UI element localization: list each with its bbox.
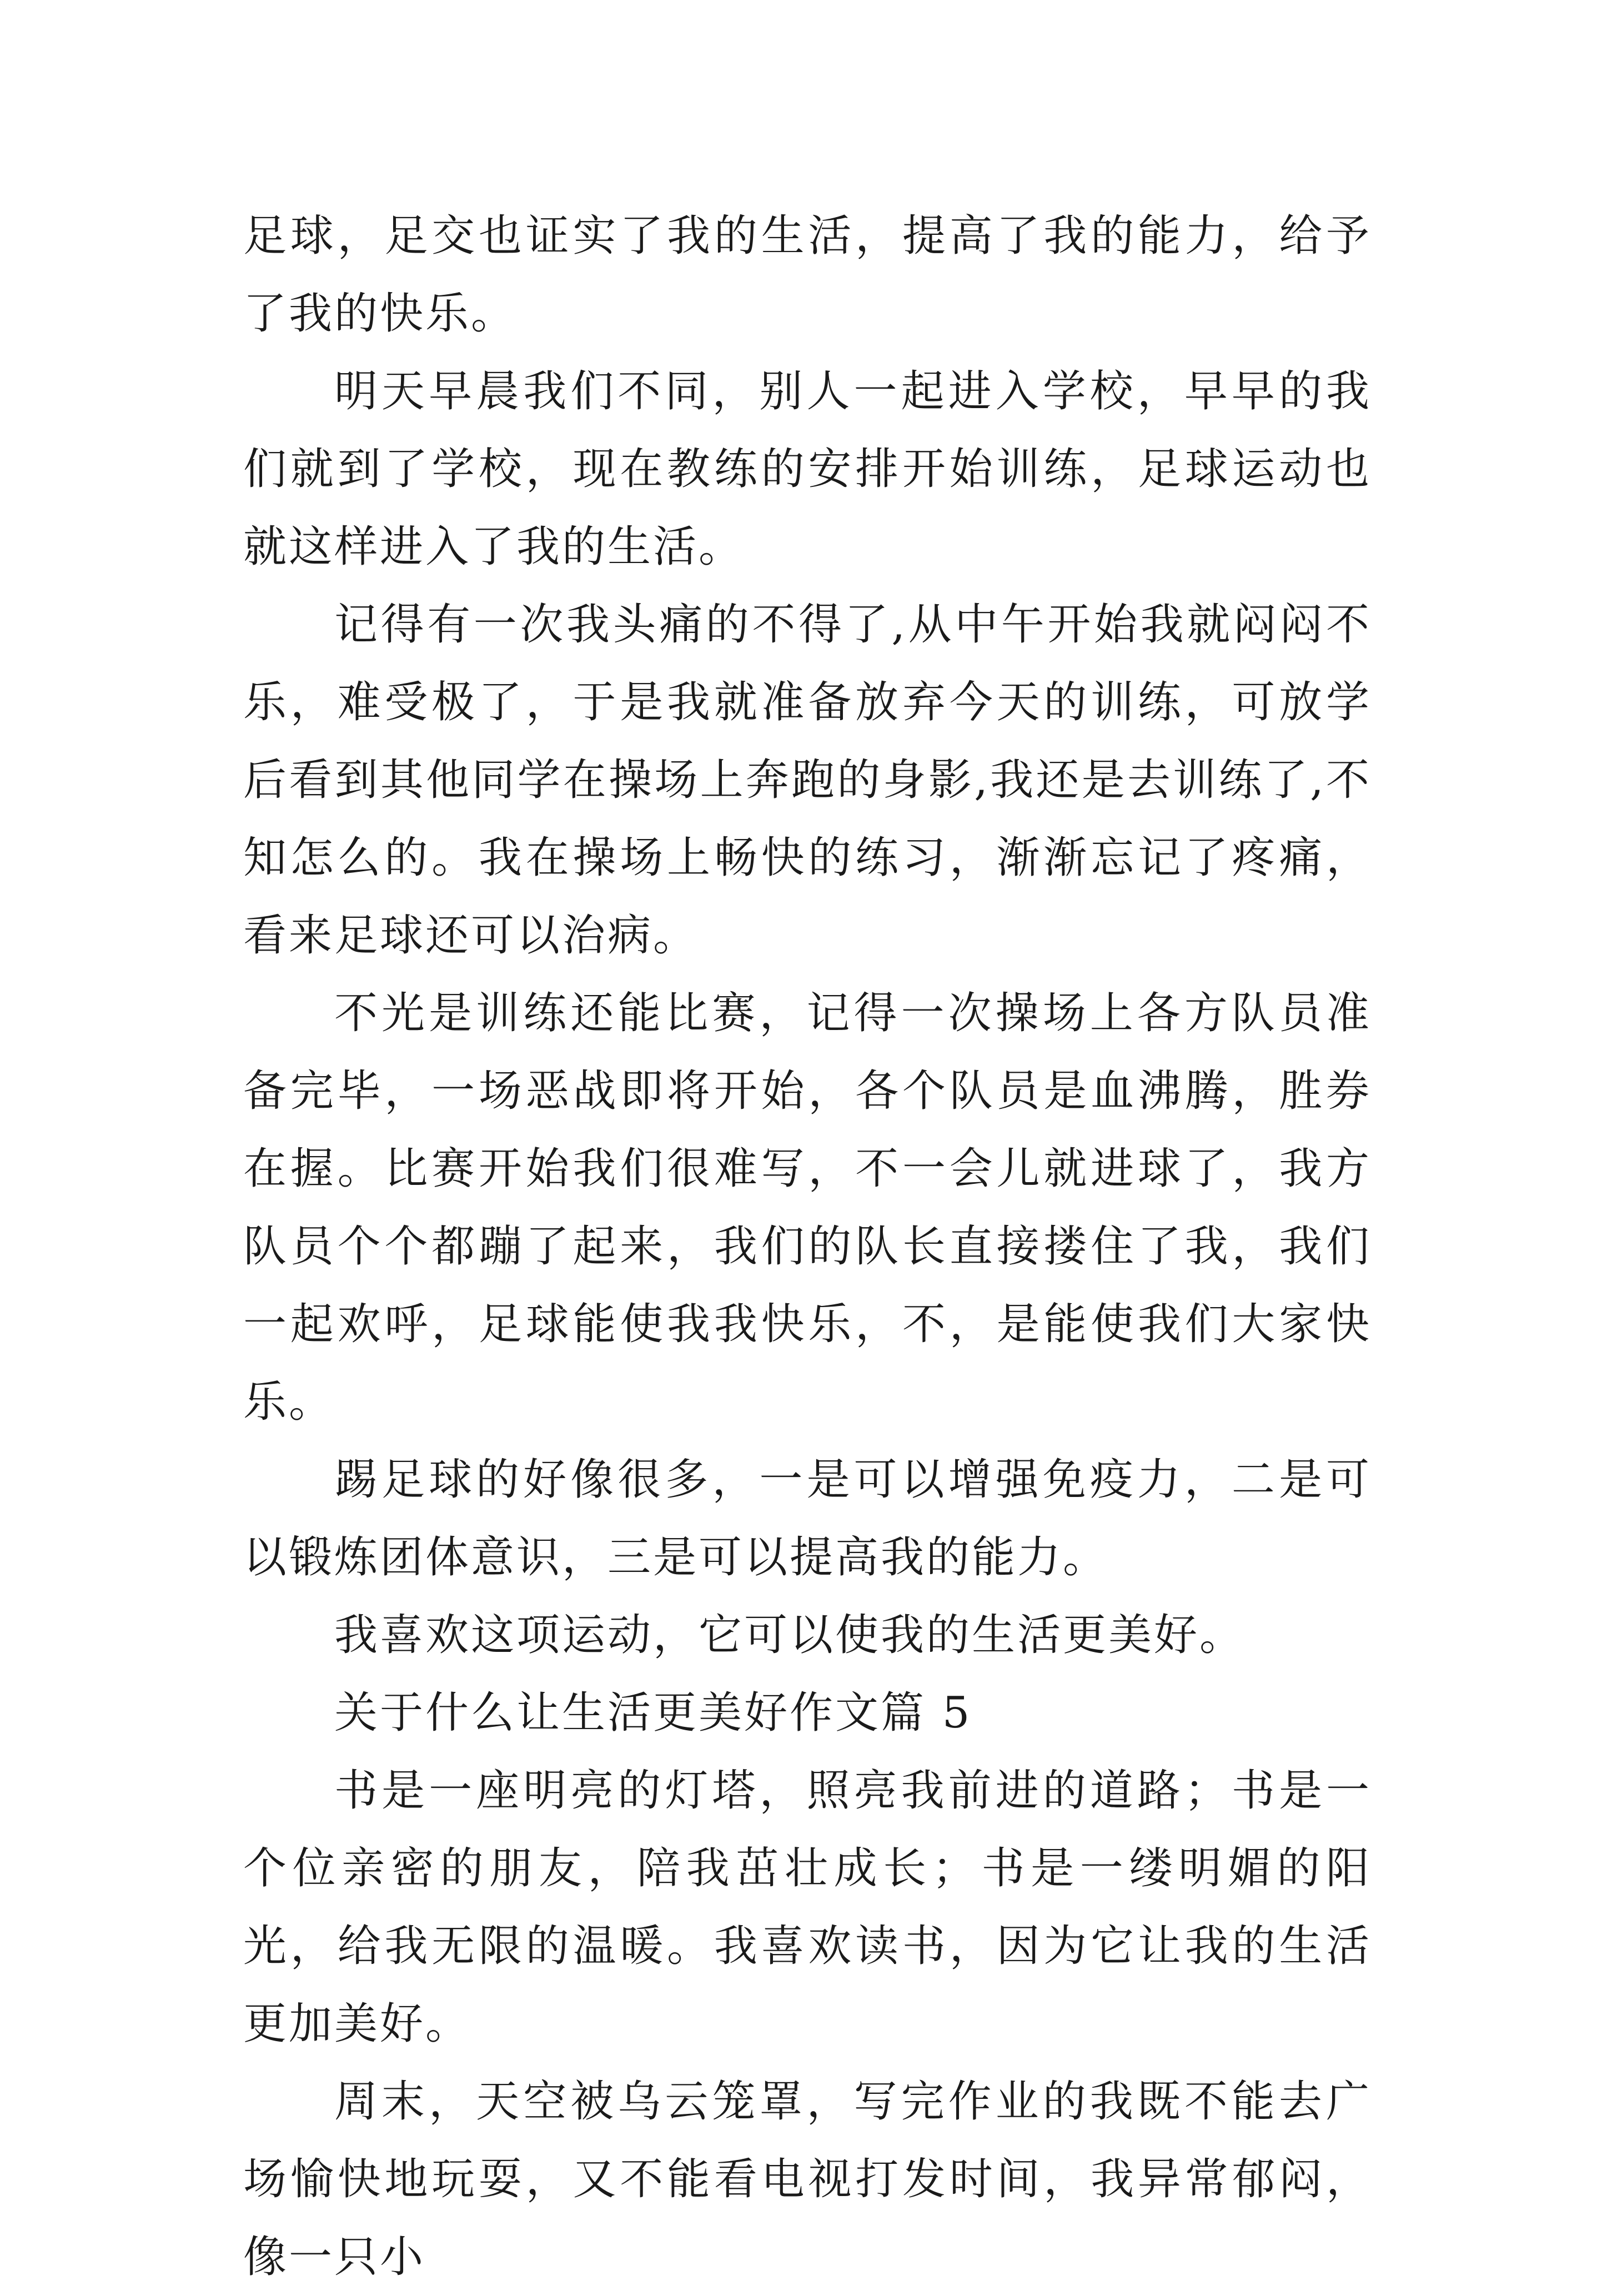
paragraph-4: 不光是训练还能比赛，记得一次操场上各方队员准备完毕，一场恶战即将开始，各个队员是血沸腾，胜券在握。比赛开始我们很难写，不一会儿就进球了，我方队员个个都蹦了起来，我们的队长直接搂住了我，我们一起欢呼，足球能使我我快乐，不，是能使我们大家快乐。 <box>243 988 1372 1427</box>
paragraph-3: 记得有一次我头痛的不得了,从中午开始我就闷闷不乐，难受极了，于是我就准备放弃今天的训练，可放学后看到其他同学在操场上奔跑的身影,我还是去训练了,不知怎么的。我在操场上畅快的练习，渐渐忘记了疼痛，看来足球还可以治病。 <box>243 600 1372 961</box>
paragraph-8: 周末，天空被乌云笼罩，写完作业的我既不能去广场愉快地玩耍，又不能看电视打发时间，我异常郁闷，像一只小 <box>243 2077 1372 2282</box>
paragraph-5: 踢足球的好像很多，一是可以增强免疫力，二是可以锻炼团体意识，三是可以提高我的能力。 <box>243 1455 1372 1582</box>
paragraph-7: 书是一座明亮的灯塔，照亮我前进的道路；书是一个位亲密的朋友，陪我茁壮成长；书是一缕明媚的阳光，给我无限的温暖。我喜欢读书，因为它让我的生活更加美好。 <box>243 1766 1372 2049</box>
paragraph-2: 明天早晨我们不同，别人一起进入学校，早早的我们就到了学校，现在教练的安排开始训练，足球运动也就这样进入了我的生活。 <box>243 366 1372 572</box>
paragraph-6: 我喜欢这项运动，它可以使我的生活更美好。 <box>334 1610 1246 1660</box>
section-heading: 关于什么让生活更美好作文篇 5 <box>334 1688 972 1738</box>
document-body <box>243 197 1372 2296</box>
paragraph-1: 足球，足交也证实了我的生活，提高了我的能力，给予了我的快乐。 <box>243 211 1372 339</box>
